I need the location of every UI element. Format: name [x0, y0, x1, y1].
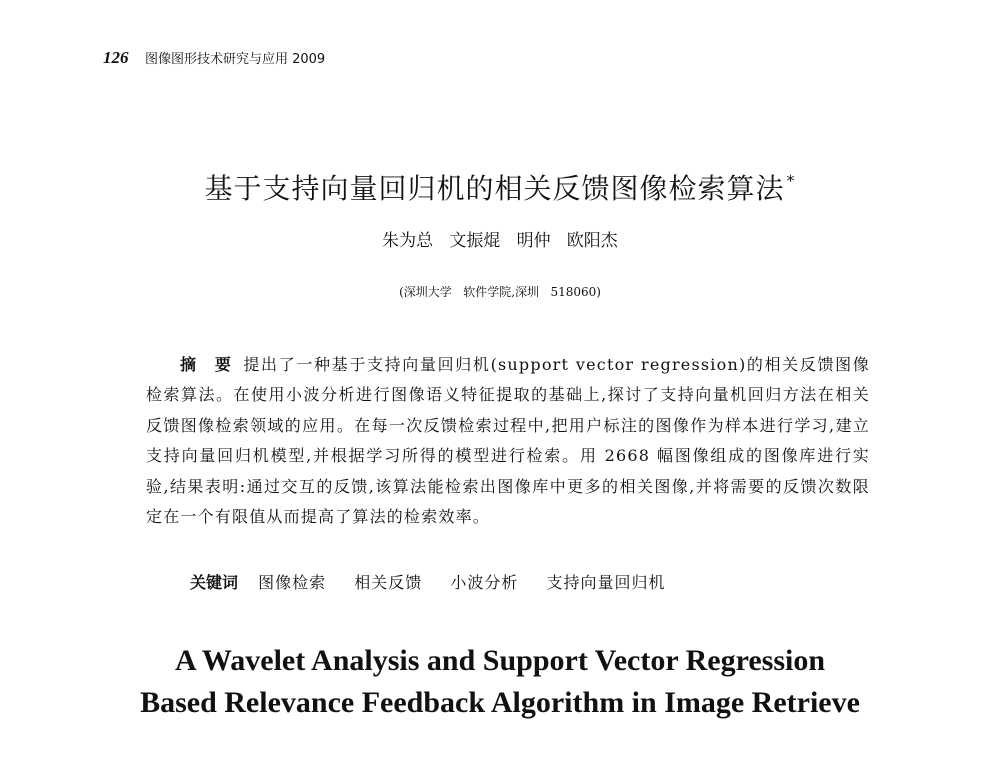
keyword-item: 相关反馈 — [354, 573, 423, 592]
abstract-label-first: 摘 — [180, 355, 197, 374]
english-title-line-1: A Wavelet Analysis and Support Vector Regression — [174, 644, 826, 677]
keyword-item: 支持向量回归机 — [546, 573, 666, 592]
page-number: 126 — [103, 48, 129, 67]
abstract-text: 提出了一种基于支持向量回归机(support vector regression)的相关反馈图像检索算法。在使用小波分析进行图像语义特征提取的基础上,探讨了支持向量机回归方法在相关反馈图像检索领域的应用。在每一次反馈检索过程中,把用户标注的图像作为样本进行学习,建立支持向量回归机模型,并根据学习所得的模型进行检索。用 2668 幅图像组成的图像库进行实验,结果表明:通过交互的反馈,该算法能检索出图像库中更多的相关图像,并将需要的反馈次数限定在一个有限值从而提高了算法的检索效率。 — [146, 355, 870, 527]
author-list: 朱为总 文振焜 明仲 欧阳杰 — [382, 231, 618, 251]
abstract-label-second: 要 — [214, 355, 232, 374]
english-title — [0, 640, 1000, 724]
running-header — [103, 49, 325, 69]
keywords-line — [190, 572, 687, 594]
abstract-paragraph — [146, 350, 870, 532]
title-footnote-mark: * — [786, 171, 796, 190]
keywords-label: 关键词 — [190, 573, 239, 592]
chinese-title — [0, 163, 1000, 207]
english-title-line-2: Based Relevance Feedback Algorithm in Image Retrieve — [140, 686, 860, 719]
keyword-item: 图像检索 — [258, 573, 327, 592]
author-affiliation: (深圳大学 软件学院,深圳 518060) — [399, 285, 601, 299]
keyword-item: 小波分析 — [450, 573, 519, 592]
journal-name: 图像图形技术研究与应用 2009 — [144, 52, 326, 67]
abstract-label — [180, 355, 231, 374]
chinese-title-text: 基于支持向量回归机的相关反馈图像检索算法 — [204, 172, 785, 205]
